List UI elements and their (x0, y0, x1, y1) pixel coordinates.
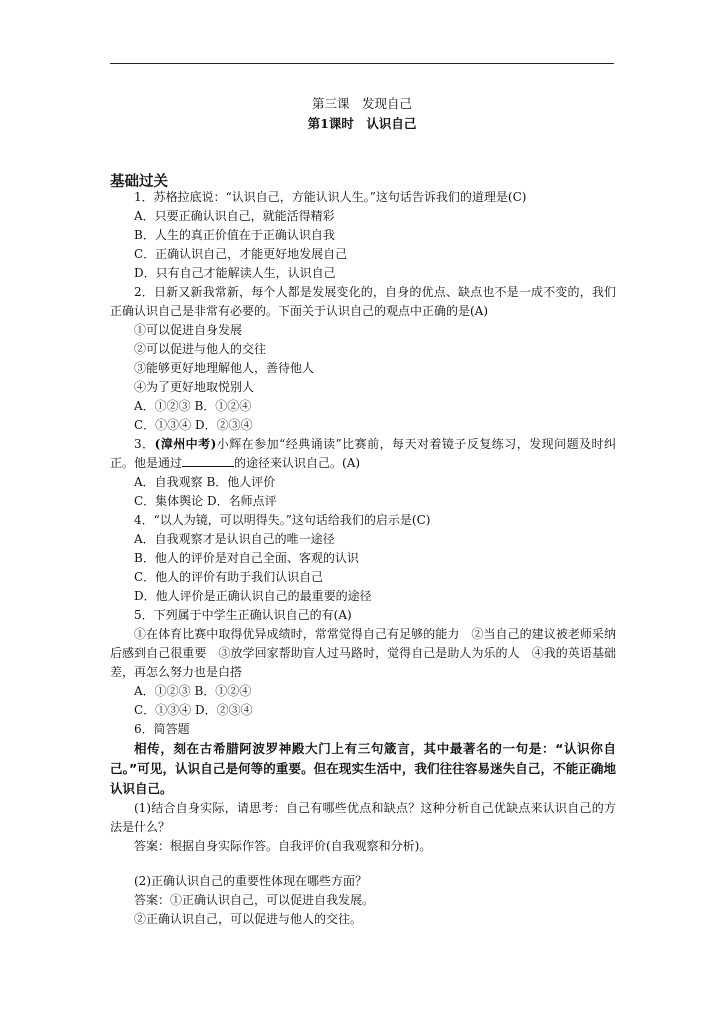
q2-options-cd: C．①③④ D．②③④ (134, 418, 253, 432)
q4-option-d: D．他人评价是正确认识自己的最重要的途径 (134, 589, 372, 603)
q3-stem-a: 小辉在参加“经典诵读”比赛前，每天对着镜子反复练习，发现问题及时纠正。他是通过 (110, 437, 616, 470)
q4-option-a: A．自我观察才是认识自己的唯一途径 (134, 532, 335, 546)
q3-stem (110, 435, 616, 473)
q5-options-cd: C．①③④ D．②③④ (134, 703, 253, 717)
q3-options-ab: A．自我观察 B．他人评价 (134, 475, 276, 489)
q6-answer2-b: ②正确认识自己，可以促进与他人的交往。 (134, 912, 363, 926)
question-content (110, 188, 616, 929)
q5-stem: 5．下列属于中学生正确认识自己的有(A) (134, 608, 352, 622)
q1-option-a: A．只要正确认识自己，就能活得精彩 (134, 209, 335, 223)
q3-source-tag: (漳州中考) (154, 437, 217, 451)
q6-sub2: (2)正确认识自己的重要性体现在哪些方面？ (134, 874, 367, 888)
q2-options-ab: A．①②③ B．①②④ (134, 399, 252, 413)
q5-statements: ①在体育比赛中取得优异成绩时，常常觉得自己有足够的能力 ②当自己的建议被老师采纳后感到自己很重要 ③放学回家帮助盲人过马路时，觉得自己是助人为乐的人 ④我的英语基础差，再怎么努力也是白搭 (110, 627, 616, 679)
q1-option-b: B．人生的真正价值在于正确认识自我 (134, 228, 335, 242)
q1-option-c: C．正确认识自己，才能更好地发展自己 (134, 247, 348, 261)
q2-statement-4: ④为了更好地取悦别人 (134, 380, 255, 394)
header-rule (110, 63, 614, 64)
q2-statement-2: ②可以促进与他人的交往 (134, 342, 267, 356)
q6-stem: 6．简答题 (134, 722, 190, 736)
q3-blank (182, 454, 234, 467)
q6-answer1: 答案：根据自身实际作答。自我评价(自我观察和分析)。 (134, 839, 432, 853)
q2-statement-3: ③能够更好地理解他人，善待他人 (134, 361, 315, 375)
q2-statement-1: ①可以促进自身发展 (134, 323, 243, 337)
q2-stem: 2．日新又新我常新，每个人都是发展变化的，自身的优点、缺点也不是一成不变的，我们正确认识自己是非常有必要的。下面关于认识自己的观点中正确的是(A) (110, 285, 616, 318)
q4-option-b: B．他人的评价是对自己全面、客观的认识 (134, 551, 359, 565)
q3-number: 3． (134, 437, 155, 451)
lesson-title: 第三课 发现自己 (311, 96, 412, 111)
q3-options-cd: C．集体舆论 D．名师点评 (134, 494, 277, 508)
q5-options-ab: A．①②③ B．①②④ (134, 684, 252, 698)
period-title: 第1课时 认识自己 (307, 116, 417, 131)
q4-stem: 4．“以人为镜，可以明得失。”这句话给我们的启示是(C) (134, 513, 431, 527)
q4-option-c: C．他人的评价有助于我们认识自己 (134, 570, 324, 584)
q1-stem: 1．苏格拉底说：“认识自己，方能认识人生。”这句话告诉我们的道理是(C) (134, 190, 527, 204)
q1-option-d: D．只有自己才能解读人生，认识自己 (134, 266, 336, 280)
spacer (110, 856, 616, 872)
q3-stem-b: 的途径来认识自己。(A) (234, 456, 361, 470)
q6-sub1: (1)结合自身实际，请思考：自己有哪些优点和缺点？这种分析自己优缺点来认识自己的方法是什么？ (110, 801, 616, 834)
section-title: 基础过关 (110, 174, 168, 190)
q6-answer2-a: 答案：①正确认识自己，可以促进自我发展。 (134, 893, 375, 907)
q6-material: 相传，刻在古希腊阿波罗神殿大门上有三句箴言，其中最著名的一句是：“认识你自己。”可见，认识自己是何等的重要。但在现实生活中，我们往往容易迷失自己，不能正确地认识自己。 (110, 741, 616, 796)
